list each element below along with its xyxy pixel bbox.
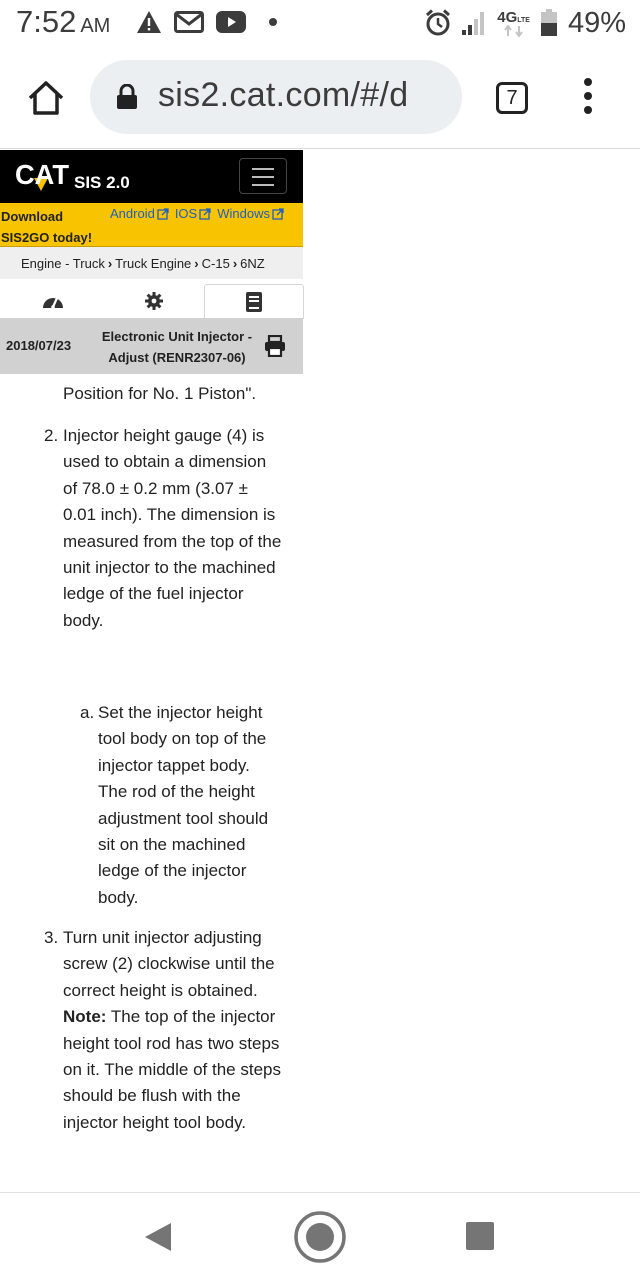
logo-text: CAT (15, 159, 69, 190)
content-top-edge (0, 374, 303, 378)
ios-link[interactable] (175, 206, 211, 221)
address-bar[interactable] (90, 60, 462, 134)
alarm-icon (425, 9, 451, 37)
gear-icon (145, 292, 163, 310)
status-bar (0, 0, 640, 48)
ios-link-label: IOS (174, 206, 198, 221)
status-time (16, 4, 110, 40)
app-header (0, 150, 303, 203)
note-label: Note: (63, 1007, 107, 1027)
windows-link[interactable] (217, 206, 284, 221)
data-arrows-icon (503, 25, 525, 37)
step-number: 3. (44, 928, 59, 947)
external-link-icon (199, 208, 211, 220)
more-menu-icon[interactable] (578, 78, 598, 118)
substep-text: Set the injector height tool body on top of the injector tappet body. The rod of the height adjustment tool should sit on the machined ledge of the injector body. (98, 703, 269, 907)
system-nav-bar (0, 1192, 640, 1281)
chevron-right-icon: › (107, 255, 113, 271)
banner-text: Download SIS2GO today! (1, 209, 93, 245)
tab-document[interactable] (204, 284, 304, 319)
list-item (44, 925, 284, 1136)
gmail-icon (174, 11, 204, 33)
android-link-label: Android (110, 206, 155, 221)
document-date: 2018/07/23 (6, 338, 72, 353)
warning-icon (136, 10, 162, 34)
notification-icons (136, 8, 278, 36)
status-time-value: 7:52 (16, 4, 77, 39)
dot-icon (268, 17, 278, 27)
icon-tabs (0, 280, 303, 318)
system-icons (425, 4, 626, 42)
cat-logo[interactable] (12, 158, 72, 197)
tab-switcher-button[interactable] (496, 82, 528, 114)
step-text: Injector height gauge (4) is used to obtain a dimension of 78.0 ± 0.2 mm (3.07 ± 0.01 inch). The dimension is measured from the top of the unit injector to the machined ledge of the fuel injector body. (63, 426, 282, 630)
youtube-icon (216, 11, 246, 33)
step-body: Turn unit injector adjusting screw (2) clockwise until the correct height is obtained. (63, 928, 275, 1000)
home-nav-icon[interactable] (293, 1210, 347, 1264)
windows-link-label: Windows (217, 206, 270, 221)
lock-icon (116, 84, 138, 110)
recents-icon[interactable] (466, 1222, 494, 1250)
breadcrumb (0, 247, 303, 279)
tab-settings[interactable] (105, 284, 203, 318)
app-title: SIS 2.0 (74, 173, 130, 192)
book-icon (246, 292, 262, 312)
banner-links (110, 206, 284, 221)
tab-dashboard[interactable] (4, 284, 102, 318)
network-type: 4G (497, 8, 518, 26)
list-item (44, 423, 284, 634)
continued-text: Position for No. 1 Piston". (63, 384, 257, 403)
signal-icon (461, 10, 487, 36)
external-link-icon (272, 208, 284, 220)
status-time-ampm: AM (80, 15, 111, 37)
download-banner (0, 203, 303, 247)
substep-number: a. (80, 703, 95, 722)
breadcrumb-item-engine-truck[interactable]: Engine - Truck (21, 255, 105, 271)
step-number: 2. (44, 426, 59, 445)
chevron-right-icon: › (194, 255, 199, 271)
document-header (0, 318, 303, 374)
network-indicator (497, 10, 530, 37)
document-title: Electronic Unit Injector - Adjust (RENR2307-06) (101, 329, 253, 365)
battery-percent: 49% (567, 6, 626, 39)
back-icon[interactable] (143, 1221, 173, 1253)
breadcrumb-item-c15[interactable]: C-15 (201, 255, 230, 271)
breadcrumb-item-truck-engine[interactable]: Truck Engine (115, 255, 192, 271)
breadcrumb-item-6nz[interactable]: 6NZ (240, 255, 265, 271)
home-icon[interactable] (26, 78, 66, 118)
note-text: The top of the injector height tool rod has two steps on it. The middle of the steps should be flush with the injector height tool body. (63, 1007, 281, 1132)
print-icon[interactable] (264, 335, 286, 357)
battery-icon (540, 9, 558, 37)
url-text[interactable]: sis2.cat.com/#/d (158, 76, 409, 114)
browser-toolbar (0, 48, 640, 149)
hamburger-menu-icon[interactable] (239, 158, 287, 194)
dashboard-icon (42, 292, 64, 310)
chevron-right-icon: › (232, 255, 238, 271)
network-sub: LTE (517, 16, 530, 24)
step-text (63, 925, 284, 1136)
tab-count: 7 (506, 87, 518, 109)
document-content (0, 374, 303, 1190)
list-item (80, 700, 280, 911)
android-link[interactable] (110, 206, 169, 221)
external-link-icon (157, 208, 169, 220)
